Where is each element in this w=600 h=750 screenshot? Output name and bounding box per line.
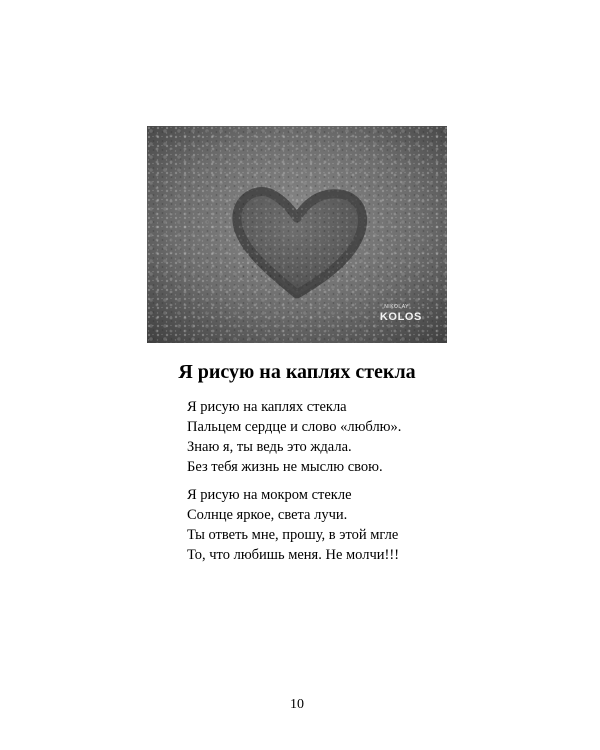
poem-line: Я рисую на мокром стекле [187, 487, 352, 503]
poem-line: Я рисую на каплях стекла [187, 399, 347, 415]
poem-line: Ты ответь мне, прошу, в этой мгле [187, 527, 399, 543]
poem-line: Солнце яркое, света лучи. [187, 507, 348, 523]
poem-line: Пальцем сердце и слово «люблю». [187, 419, 402, 435]
poem-stanza-2 [187, 485, 399, 565]
poem-line: Без тебя жизнь не мыслю свою. [187, 459, 383, 475]
heart-on-glass-photo [147, 126, 447, 343]
watermark-line-2: KOLOS [379, 311, 422, 323]
watermark-line-1: NIKOLAY [384, 304, 409, 310]
poem-stanza-1 [187, 397, 401, 477]
page-number: 10 [290, 697, 304, 712]
poem-line: Знаю я, ты ведь это ждала. [187, 439, 352, 455]
poem-title: Я рисую на каплях стекла [178, 361, 416, 383]
poem-line: То, что любишь меня. Не молчи!!! [187, 547, 400, 563]
